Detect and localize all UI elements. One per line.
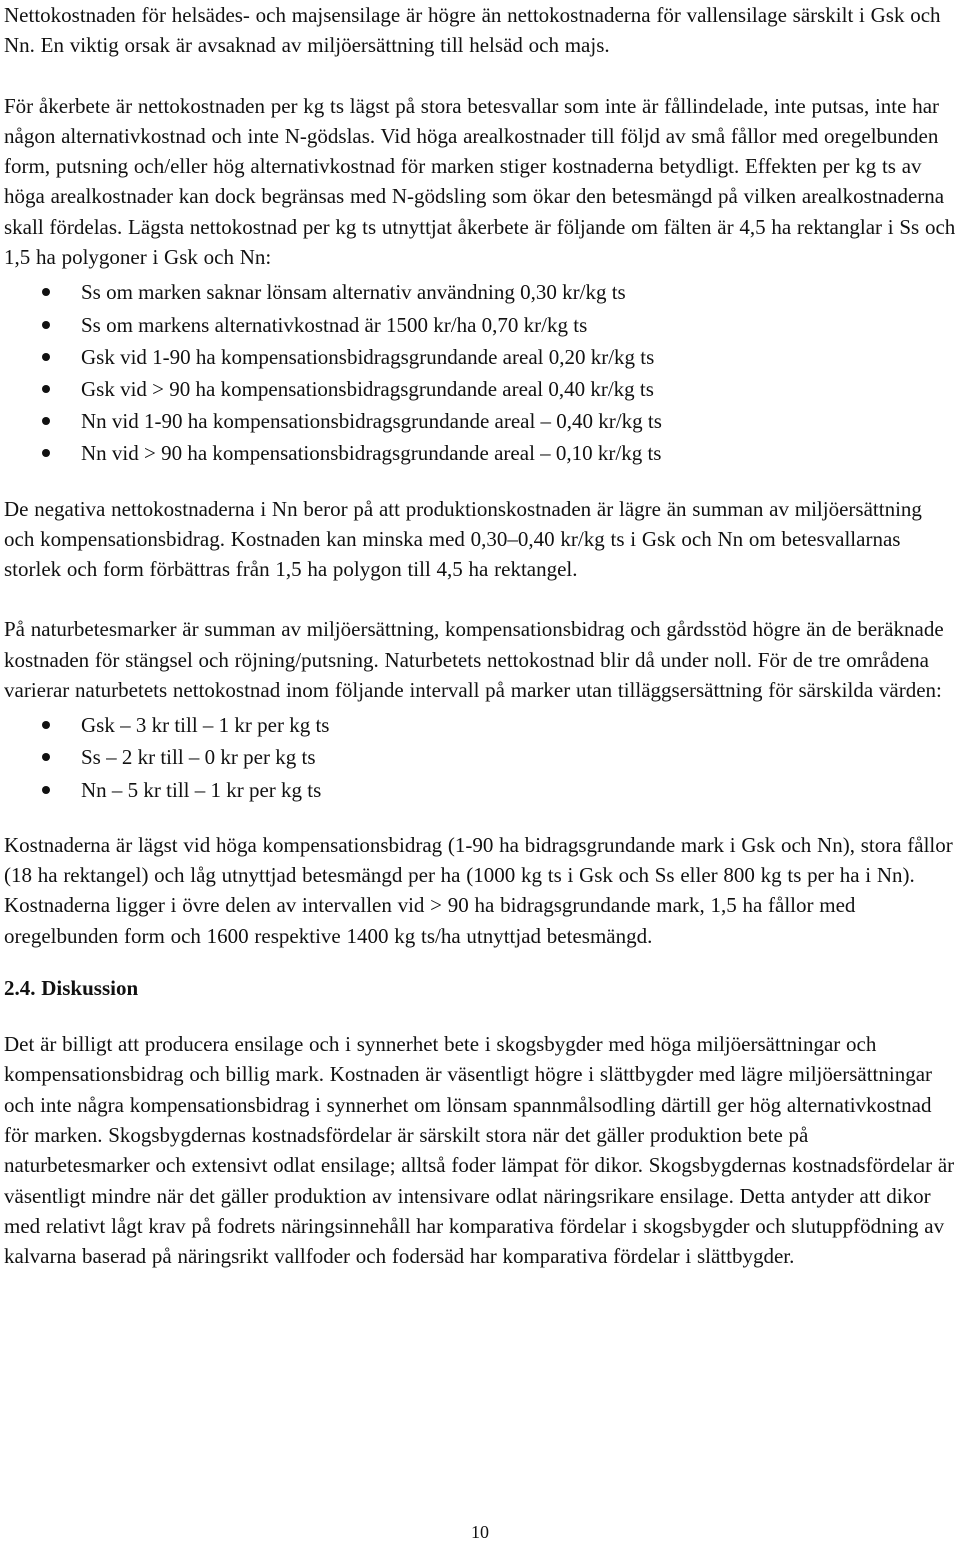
paragraph-gap <box>4 1003 956 1029</box>
paragraph-discussion: Det är billigt att producera ensilage och i synnerhet bete i skogsbygder med höga miljöersättningar och kompensationsbidrag och billig mark. Kostnaden är väsentligt högre i slättbygder med lägre miljöersättningar och inte några kompensationsbidrag i synnerhet om lönsam spannmålsodling därtill ger hög alternativkostnad för marken. Skogsbygdernas kostnadsfördelar är särskilt stora när det gäller produktion bete på naturbetesmarker och extensivt odlat ensilage; alltså foder lämpat för dikor. Skogsbygdernas kostnadsfördelar är väsentligt mindre när det gäller produktion av intensivare odlat näringsrikare ensilage. Detta antyder att dikor med relativt lågt krav på fodrets näringsinnehåll har komparativa fördelar i skogsbygder och slutuppfödning av kalvarna baserad på näringsrikt vallfoder och fodersäd har komparativa fördelar i slättbygder. <box>4 1032 955 1269</box>
list-item: Ss om markens alternativkostnad är 1500 kr/ha 0,70 kr/kg ts <box>4 309 956 341</box>
paragraph-lowest-costs: Kostnaderna är lägst vid höga kompensationsbidrag (1-90 ha bidragsgrundande mark i Gsk och Nn), stora fållor (18 ha rektangel) och låg utnyttjad betesmängd per ha (1000 kg ts i Gsk och Ss eller 800 kg ts per ha i Nn). Kostnaderna ligger i övre delen av intervallen vid > 90 ha bidragsgrundande mark, 1,5 ha fållor med oregelbunden form och 1600 respektive 1400 kg ts/ha utnyttjad betesmängd. <box>4 832 953 948</box>
paragraph-gap <box>4 806 956 830</box>
list-item: Ss – 2 kr till – 0 kr per kg ts <box>4 741 956 773</box>
bullet-icon <box>42 353 50 361</box>
bullet-icon <box>42 449 50 457</box>
list-item: Nn vid > 90 ha kompensationsbidragsgrundande areal – 0,10 kr/kg ts <box>4 437 956 469</box>
list-item: Gsk vid 1-90 ha kompensationsbidragsgrundande areal 0,20 kr/kg ts <box>4 341 956 373</box>
paragraph-natural-pasture: På naturbetesmarker är summan av miljöersättning, kompensationsbidrag och gårdsstöd högre än de beräknade kostnaden för stängsel och röjning/putsning. Naturbetets nettokostnad blir då under noll. För de tre områdena varierar naturbetets nettokostnad inom följande intervall på marker utan tilläggsersättning för särskilda värden: <box>4 617 944 702</box>
bullet-icon <box>42 385 50 393</box>
document-page <box>4 0 956 1547</box>
section-heading: 2.4. Diskussion <box>4 976 139 1001</box>
bullet-icon <box>42 417 50 425</box>
list-item: Gsk – 3 kr till – 1 kr per kg ts <box>4 709 956 741</box>
bullet-icon <box>42 721 50 729</box>
list-item: Nn vid 1-90 ha kompensationsbidragsgrundande areal – 0,40 kr/kg ts <box>4 405 956 437</box>
list-item: Ss om marken saknar lönsam alternativ användning 0,30 kr/kg ts <box>4 276 956 308</box>
pasture-cost-list <box>4 276 956 469</box>
natural-pasture-list <box>4 709 956 806</box>
paragraph-silage-costs: Nettokostnaden för helsädes- och majsensilage är högre än nettokostnaderna för vallensilage särskilt i Gsk och Nn. En viktig orsak är avsaknad av miljöersättning till helsäd och majs. <box>4 3 941 58</box>
paragraph-gap <box>4 61 956 91</box>
paragraph-pasture-costs: För åkerbete är nettokostnaden per kg ts lägst på stora betesvallar som inte är fållindelade, inte putsas, inte har någon alternativkostnad och inte N-gödslas. Vid höga arealkostnader till följd av små fållor med oregelbunden form, putsning och/eller hög alternativkostnad för marken stiger kostnaderna betydligt. Effekten per kg ts av höga arealkostnader kan dock begränsas med N-gödsling som ökar den betesmängd på vilken arealkostnaderna skall fördelas. Lägsta nettokostnad per kg ts utnyttjat åkerbete är följande om fälten är 4,5 ha rektanglar i Ss och 1,5 ha polygoner i Gsk och Nn: <box>4 93 956 270</box>
paragraph-gap <box>4 470 956 494</box>
list-item: Gsk vid > 90 ha kompensationsbidragsgrundande areal 0,40 kr/kg ts <box>4 373 956 405</box>
list-item: Nn – 5 kr till – 1 kr per kg ts <box>4 774 956 806</box>
bullet-icon <box>42 321 50 329</box>
bullet-icon <box>42 288 50 296</box>
paragraph-gap <box>4 951 956 973</box>
paragraph-gap <box>4 584 956 614</box>
bullet-icon <box>42 753 50 761</box>
bullet-icon <box>42 786 50 794</box>
paragraph-negative-costs: De negativa nettokostnaderna i Nn beror på att produktionskostnaden är lägre än summan av miljöersättning och kompensationsbidrag. Kostnaden kan minska med 0,30–0,40 kr/kg ts i Gsk och Nn om betesvallarnas storlek och form förbättras från 1,5 ha polygon till 4,5 ha rektangel. <box>4 496 922 582</box>
page-number: 10 <box>471 1522 489 1542</box>
